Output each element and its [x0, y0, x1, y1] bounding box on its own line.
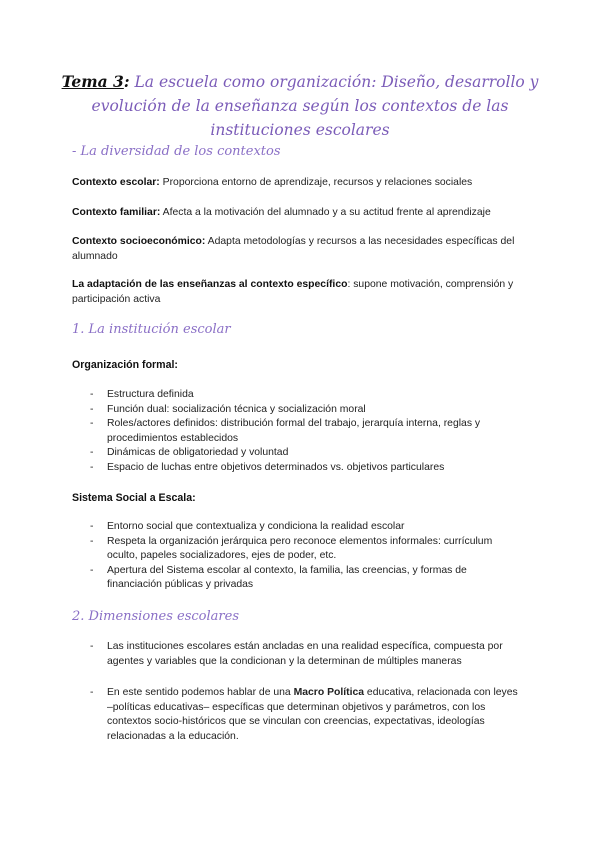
list-item-text: Función dual: socialización técnica y socialización moral	[107, 403, 366, 415]
bullet: -	[90, 389, 94, 400]
text-contexto-escolar: Proporciona entorno de aprendizaje, recursos y relaciones sociales	[159, 177, 473, 188]
label-organizacion-formal: Organización formal:	[72, 359, 178, 371]
heading-institucion: 1. La institución escolar	[72, 322, 231, 337]
text-contexto-familiar: Afecta a la motivación del alumnado y a su actitud frente al aprendizaje	[160, 207, 491, 218]
text-before: En este sentido podemos hablar de una	[107, 687, 294, 698]
heading-dimensiones: 2. Dimensiones escolares	[72, 609, 239, 624]
text-after: educativa, relacionada con leyes –políticas educativas– específicas que determinan objetivos y parámetros, con los contextos socio-históricos que se vinculan con creencias, expectativas, ideologías relacionadas a la educación.	[107, 687, 518, 742]
list-organizacion-formal	[0, 388, 600, 475]
bullet: -	[90, 447, 94, 458]
list-item	[0, 461, 600, 476]
list-item-text: Respeta la organización jerárquica pero reconoce elementos informales: currículum oculto, papeles socializadores, ejes de poder, etc.	[107, 535, 493, 561]
list-dimensiones-1	[0, 640, 600, 669]
list-item-text: Roles/actores definidos: distribución formal del trabajo, jerarquía interna, reglas y procedimientos establecidos	[107, 418, 481, 444]
list-item	[0, 403, 600, 418]
paragraph-contexto-socioeconomico	[72, 235, 532, 264]
label-sistema-social: Sistema Social a Escala:	[72, 492, 196, 504]
list-item	[0, 686, 600, 744]
bullet: -	[90, 535, 94, 547]
text-macro-politica: Macro Política	[293, 687, 365, 698]
title-text: La escuela como organización: Diseño, desarrollo y evolución de la enseñanza según los contextos de las instituciones escolares	[91, 73, 539, 139]
list-item-text: Apertura del Sistema escolar al contexto, la familia, las creencias, y formas de financiación públicas y privadas	[107, 564, 467, 590]
title-prefix: Tema 3	[61, 72, 124, 91]
bullet: -	[90, 418, 94, 429]
label-adaptacion: La adaptación de las enseñanzas al contexto específico	[72, 279, 348, 290]
list-item	[0, 388, 600, 403]
paragraph-adaptacion	[72, 278, 532, 307]
text-adaptacion: : supone motivación, comprensión y participación activa	[72, 279, 514, 305]
bullet: -	[90, 564, 94, 576]
bullet: -	[90, 641, 94, 652]
list-item-text: Entorno social que contextualiza y condiciona la realidad escolar	[107, 521, 405, 532]
bullet: -	[90, 521, 94, 532]
paragraph-contexto-familiar	[72, 206, 532, 221]
title-colon: :	[123, 72, 130, 91]
label-contexto-familiar: Contexto familiar:	[72, 207, 161, 218]
list-item	[0, 520, 600, 535]
label-contexto-socioeconomico: Contexto socioeconómico:	[72, 236, 206, 247]
list-item-text: Estructura definida	[107, 389, 194, 400]
list-item	[0, 417, 600, 446]
list-item	[0, 446, 600, 461]
paragraph-contexto-escolar	[72, 176, 532, 191]
heading-diversidad: - La diversidad de los contextos	[72, 144, 281, 159]
list-item-text: Dinámicas de obligatoriedad y voluntad	[107, 447, 289, 458]
list-item	[0, 640, 600, 669]
list-item	[0, 535, 600, 564]
bullet: -	[90, 403, 94, 415]
bullet: -	[90, 461, 94, 473]
document-title	[40, 70, 560, 142]
list-sistema-social	[0, 520, 600, 593]
list-item-text: Espacio de luchas entre objetivos determinados vs. objetivos particulares	[107, 461, 445, 473]
text-contexto-socioeconomico: Adapta metodologías y recursos a las necesidades específicas del alumnado	[72, 236, 515, 262]
label-contexto-escolar: Contexto escolar:	[72, 177, 160, 188]
list-item	[0, 564, 600, 593]
list-dimensiones-2	[0, 686, 600, 744]
list-item-text: Las instituciones escolares están ancladas en una realidad específica, compuesta por agentes y variables que la condicionan y la determinan de múltiples maneras	[107, 641, 503, 667]
bullet: -	[90, 687, 94, 698]
